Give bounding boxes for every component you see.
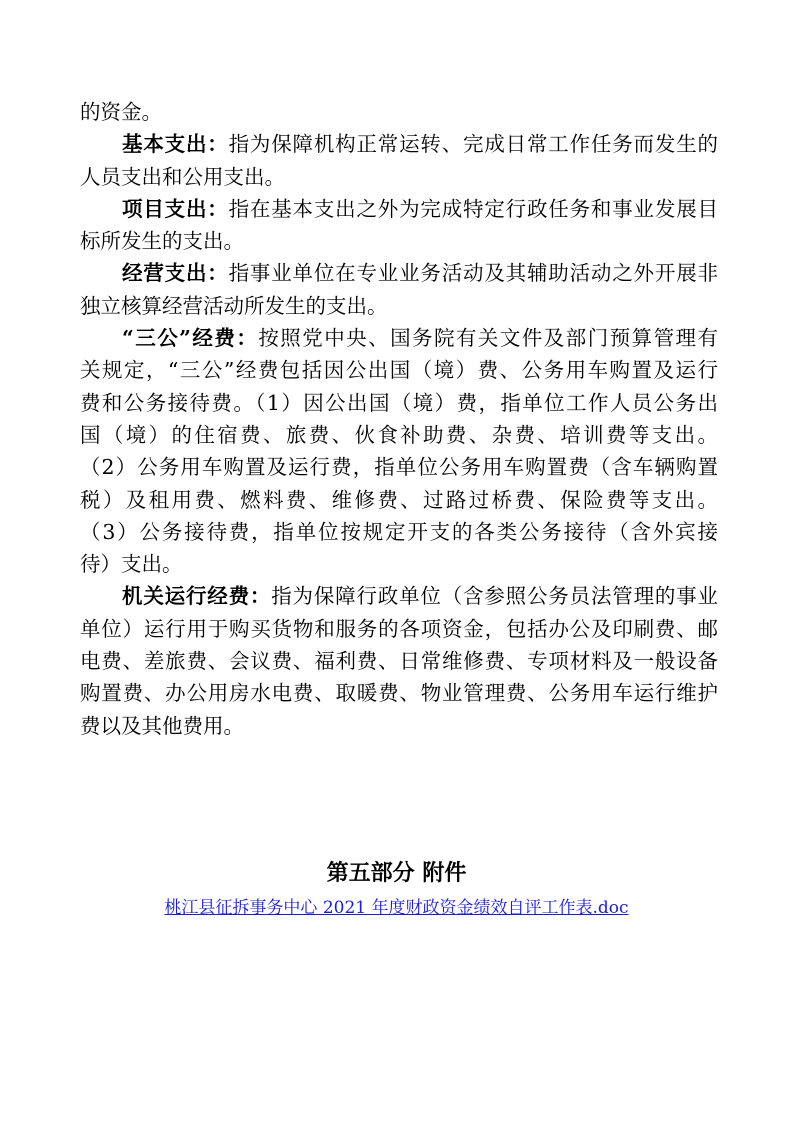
attachment-link-row xyxy=(0,893,793,918)
line-text: 标所发生的支出。 xyxy=(80,229,244,254)
line-text: 费和公务接待费。（1）因公出国（境）费，指单位工作人员公务出 xyxy=(80,390,718,415)
line-text: 电费、差旅费、会议费、福利费、日常维修费、专项材料及一般设备 xyxy=(80,649,718,674)
text-line xyxy=(80,128,718,160)
line-text: 费以及其他费用。 xyxy=(80,713,244,738)
text-line xyxy=(80,580,718,612)
text-line xyxy=(80,677,718,709)
line-text: （3）公务接待费，指单位按规定开支的各类公务接待（含外宾接 xyxy=(80,519,718,544)
line-text: 按照党中央、国务院有关文件及部门预算管理有 xyxy=(258,326,719,351)
paragraph xyxy=(80,128,718,193)
line-text: 单位）运行用于购买货物和服务的各项资金，包括办公及印刷费、邮 xyxy=(80,616,718,641)
text-line xyxy=(80,161,718,193)
paragraph xyxy=(80,580,718,741)
line-text: 购置费、办公用房水电费、取暖费、物业管理费、公务用车运行维护 xyxy=(80,681,718,706)
text-line xyxy=(80,710,718,742)
paragraph xyxy=(80,193,718,258)
section-heading: 第五部分 附件 xyxy=(326,861,467,886)
text-line xyxy=(80,484,718,516)
text-line xyxy=(80,354,718,386)
paragraph xyxy=(80,96,718,128)
line-text: 税）及租用费、燃料费、维修费、过路过桥费、保险费等支出。 xyxy=(80,487,718,512)
line-text: 待）支出。 xyxy=(80,552,183,577)
term-label: 机关运行经费： xyxy=(122,584,272,609)
term-label: “三公”经费： xyxy=(122,326,259,351)
text-line xyxy=(80,257,718,289)
text-line xyxy=(80,419,718,451)
line-text: 关规定，“三公”经费包括因公出国（境）费、公务用车购置及运行 xyxy=(80,358,718,383)
line-text: 人员支出和公用支出。 xyxy=(80,164,285,189)
text-line xyxy=(80,322,718,354)
text-line xyxy=(80,193,718,225)
paragraph xyxy=(80,257,718,322)
term-label: 经营支出： xyxy=(122,261,229,286)
document-body xyxy=(80,96,718,742)
line-text: 独立核算经营活动所发生的支出。 xyxy=(80,293,388,318)
text-line xyxy=(80,96,718,128)
paragraph xyxy=(80,322,718,580)
text-line xyxy=(80,548,718,580)
text-line xyxy=(80,516,718,548)
text-line xyxy=(80,387,718,419)
line-text: 指为保障机构正常运转、完成日常工作任务而发生的 xyxy=(228,132,719,157)
line-text: 指事业单位在专业业务活动及其辅助活动之外开展非 xyxy=(228,261,719,286)
line-text: 的资金。 xyxy=(80,100,162,124)
text-line xyxy=(80,451,718,483)
text-line xyxy=(80,290,718,322)
term-label: 基本支出： xyxy=(122,132,229,157)
line-text: 指为保障行政单位（含参照公务员法管理的事业 xyxy=(271,584,719,609)
text-line xyxy=(80,645,718,677)
line-text: 国（境）的住宿费、旅费、伙食补助费、杂费、培训费等支出。 xyxy=(80,422,718,447)
attachment-link[interactable]: 桃江县征拆事务中心 2021 年度财政资金绩效自评工作表.doc xyxy=(164,898,629,918)
line-text: （2）公务用车购置及运行费，指单位公务用车购置费（含车辆购置 xyxy=(80,455,718,480)
term-label: 项目支出： xyxy=(122,196,229,221)
line-text: 指在基本支出之外为完成特定行政任务和事业发展目 xyxy=(228,196,719,221)
text-line xyxy=(80,613,718,645)
text-line xyxy=(80,225,718,257)
